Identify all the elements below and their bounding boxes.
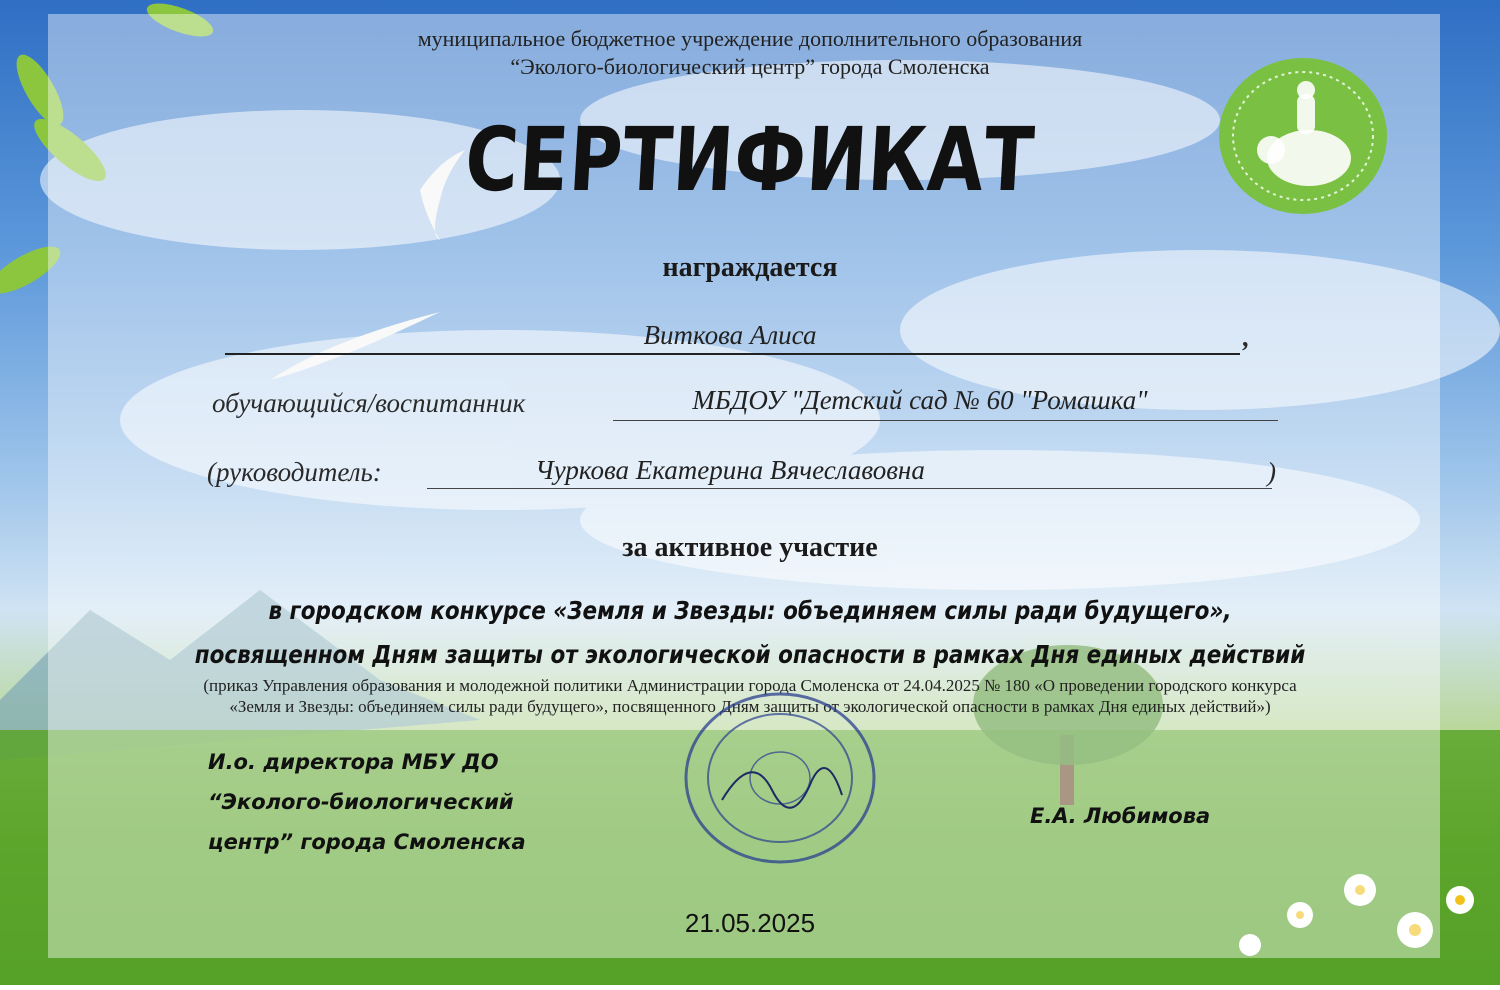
org-line-1: муниципальное бюджетное учреждение дополнительного образования xyxy=(417,26,1083,51)
contest-line-2: посвященном Дням защиты от экологической опасности в рамках Дня единых действий xyxy=(194,640,1306,669)
supervisor-close-paren: ) xyxy=(1267,457,1276,487)
director-position-line-3: центр” города Смоленска xyxy=(208,830,526,854)
order-line-2: «Земля и Звезды: объединяем силы ради будущего», посвященного Дням защиты от экологической опасности в рамках Дня единых действий») xyxy=(229,697,1271,716)
student-label: обучающийся/воспитанник xyxy=(212,388,526,418)
recipient-name: Виткова Алиса xyxy=(643,320,817,350)
director-position xyxy=(208,742,526,862)
director-position-line-1: И.о. директора МБУ ДО xyxy=(208,750,499,774)
signature-scribble xyxy=(722,768,842,808)
student-institution: МБДОУ "Детский сад № 60 "Ромашка" xyxy=(692,385,1148,415)
supervisor-underline xyxy=(427,488,1272,489)
student-underline xyxy=(613,420,1278,421)
supervisor-name: Чуркова Екатерина Вячеславовна xyxy=(535,455,925,485)
contest-line-1: в городском конкурсе «Земля и Звезды: объединяем силы ради будущего», xyxy=(268,596,1232,625)
reason-text: за активное участие xyxy=(622,532,878,563)
supervisor-label: (руководитель: xyxy=(207,457,382,487)
director-position-line-2: “Эколого-биологический xyxy=(208,790,514,814)
order-line-1: (приказ Управления образования и молодежной политики Администрации города Смоленска от 24.04.2025 № 180 «О проведении городского конкурса xyxy=(203,676,1297,695)
signer-name: Е.А. Любимова xyxy=(1030,804,1211,828)
recipient-comma: , xyxy=(1243,322,1250,352)
certificate-date: 21.05.2025 xyxy=(684,908,816,938)
recipient-underline xyxy=(225,353,1240,355)
official-stamp xyxy=(682,690,878,866)
org-line-2: “Эколого-биологический центр” города Смоленска xyxy=(510,54,990,79)
awarded-label: награждается xyxy=(662,252,838,283)
certificate-title: СЕРТИФИКАТ xyxy=(462,108,1038,211)
